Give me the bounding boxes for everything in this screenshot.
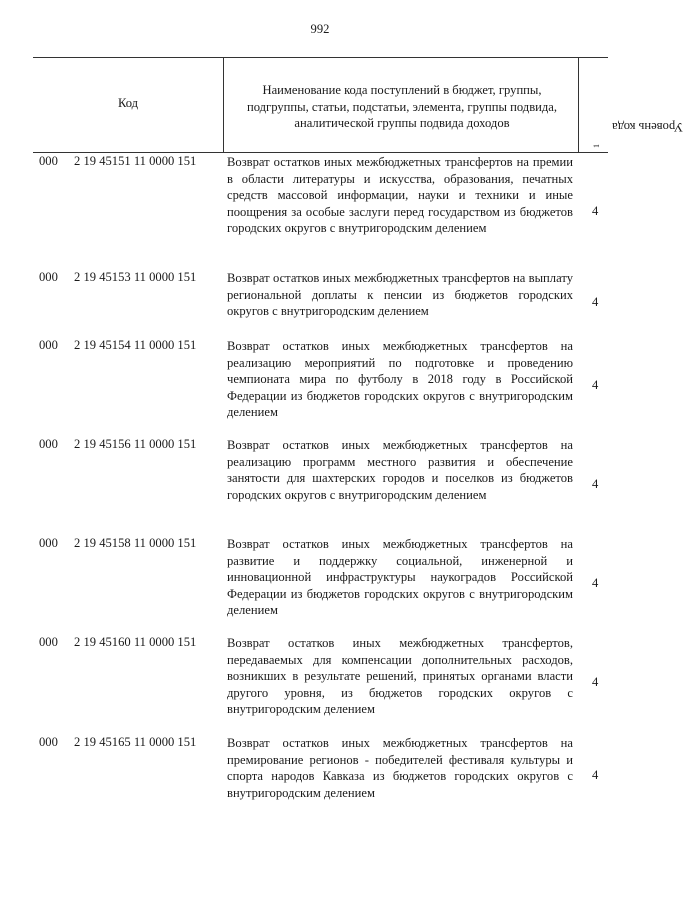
header-name-label: Наименование кода поступлений в бюджет, группы, подгруппы, статьи, подстатьи, элемента, группы подвида, аналитической группы подвида доходов xyxy=(246,83,558,130)
admin-code: 000 xyxy=(39,437,58,451)
budget-code: 2 19 45158 11 0000 151 xyxy=(74,536,197,550)
admin-code: 000 xyxy=(39,536,58,550)
header-level-column xyxy=(579,58,683,152)
admin-code: 000 xyxy=(39,154,58,168)
header-code-label: Код xyxy=(117,96,139,110)
budget-code: 2 19 45165 11 0000 151 xyxy=(74,735,197,749)
income-name: Возврат остатков иных межбюджетных трансфертов на развитие и поддержку социальной, инженерной и инновационной инфраструктуры наукоградов Российской Федерации из бюджетов городских округов с внутригородским делением xyxy=(227,537,573,618)
page-number: 992 xyxy=(310,22,330,36)
admin-code: 000 xyxy=(39,338,58,352)
admin-code: 000 xyxy=(39,635,58,649)
header-name-column xyxy=(223,58,579,152)
income-name: Возврат остатков иных межбюджетных трансфертов на премирование регионов - победителей фестиваля культуры и спорта народов Кавказа из бюджетов городских округов с внутригородским делением xyxy=(227,736,573,800)
income-name: Возврат остатков иных межбюджетных трансфертов на выплату региональной доплаты к пенсии из бюджетов городских округов с внутригородским делением xyxy=(227,271,573,319)
table-header xyxy=(33,57,683,153)
header-level-footnote: 1 xyxy=(591,144,601,148)
code-level: 4 xyxy=(592,768,599,782)
header-level-label: Уровень кода xyxy=(612,120,683,134)
header-code-column xyxy=(33,58,224,152)
code-level: 4 xyxy=(592,204,599,218)
budget-code: 2 19 45160 11 0000 151 xyxy=(74,635,197,649)
budget-code: 2 19 45154 11 0000 151 xyxy=(74,338,197,352)
admin-code: 000 xyxy=(39,735,58,749)
code-level: 4 xyxy=(592,295,599,309)
income-name: Возврат остатков иных межбюджетных трансфертов на реализацию мероприятий по подготовке и проведению чемпионата мира по футболу в 2018 году в Российской Федерации из бюджетов городских округов с внутригородским делением xyxy=(227,339,573,420)
header-level-text xyxy=(591,120,683,148)
code-level: 4 xyxy=(592,378,599,392)
admin-code: 000 xyxy=(39,270,58,284)
code-level: 4 xyxy=(592,477,599,491)
income-name: Возврат остатков иных межбюджетных трансфертов на реализацию программ местного развития и обеспечение занятости для шахтерских городов и поселков из бюджетов городских округов с внутригородским делением xyxy=(227,438,573,502)
budget-code: 2 19 45156 11 0000 151 xyxy=(74,437,197,451)
code-level: 4 xyxy=(592,675,599,689)
budget-code: 2 19 45153 11 0000 151 xyxy=(74,270,197,284)
budget-code: 2 19 45151 11 0000 151 xyxy=(74,154,197,168)
code-level: 4 xyxy=(592,576,599,590)
income-name: Возврат остатков иных межбюджетных трансфертов, передаваемых для компенсации дополнительных расходов, возникших в результате решений, принятых органами власти другого уровня, из бюджетов городских округов с внутригородским делением xyxy=(227,636,573,717)
income-name: Возврат остатков иных межбюджетных трансфертов на премии в области литературы и искусства, образования, печатных средств массовой информации, науки и техники и иные поощрения за особые заслуги перед государством из бюджетов городских округов с внутригородским делением xyxy=(227,155,573,236)
